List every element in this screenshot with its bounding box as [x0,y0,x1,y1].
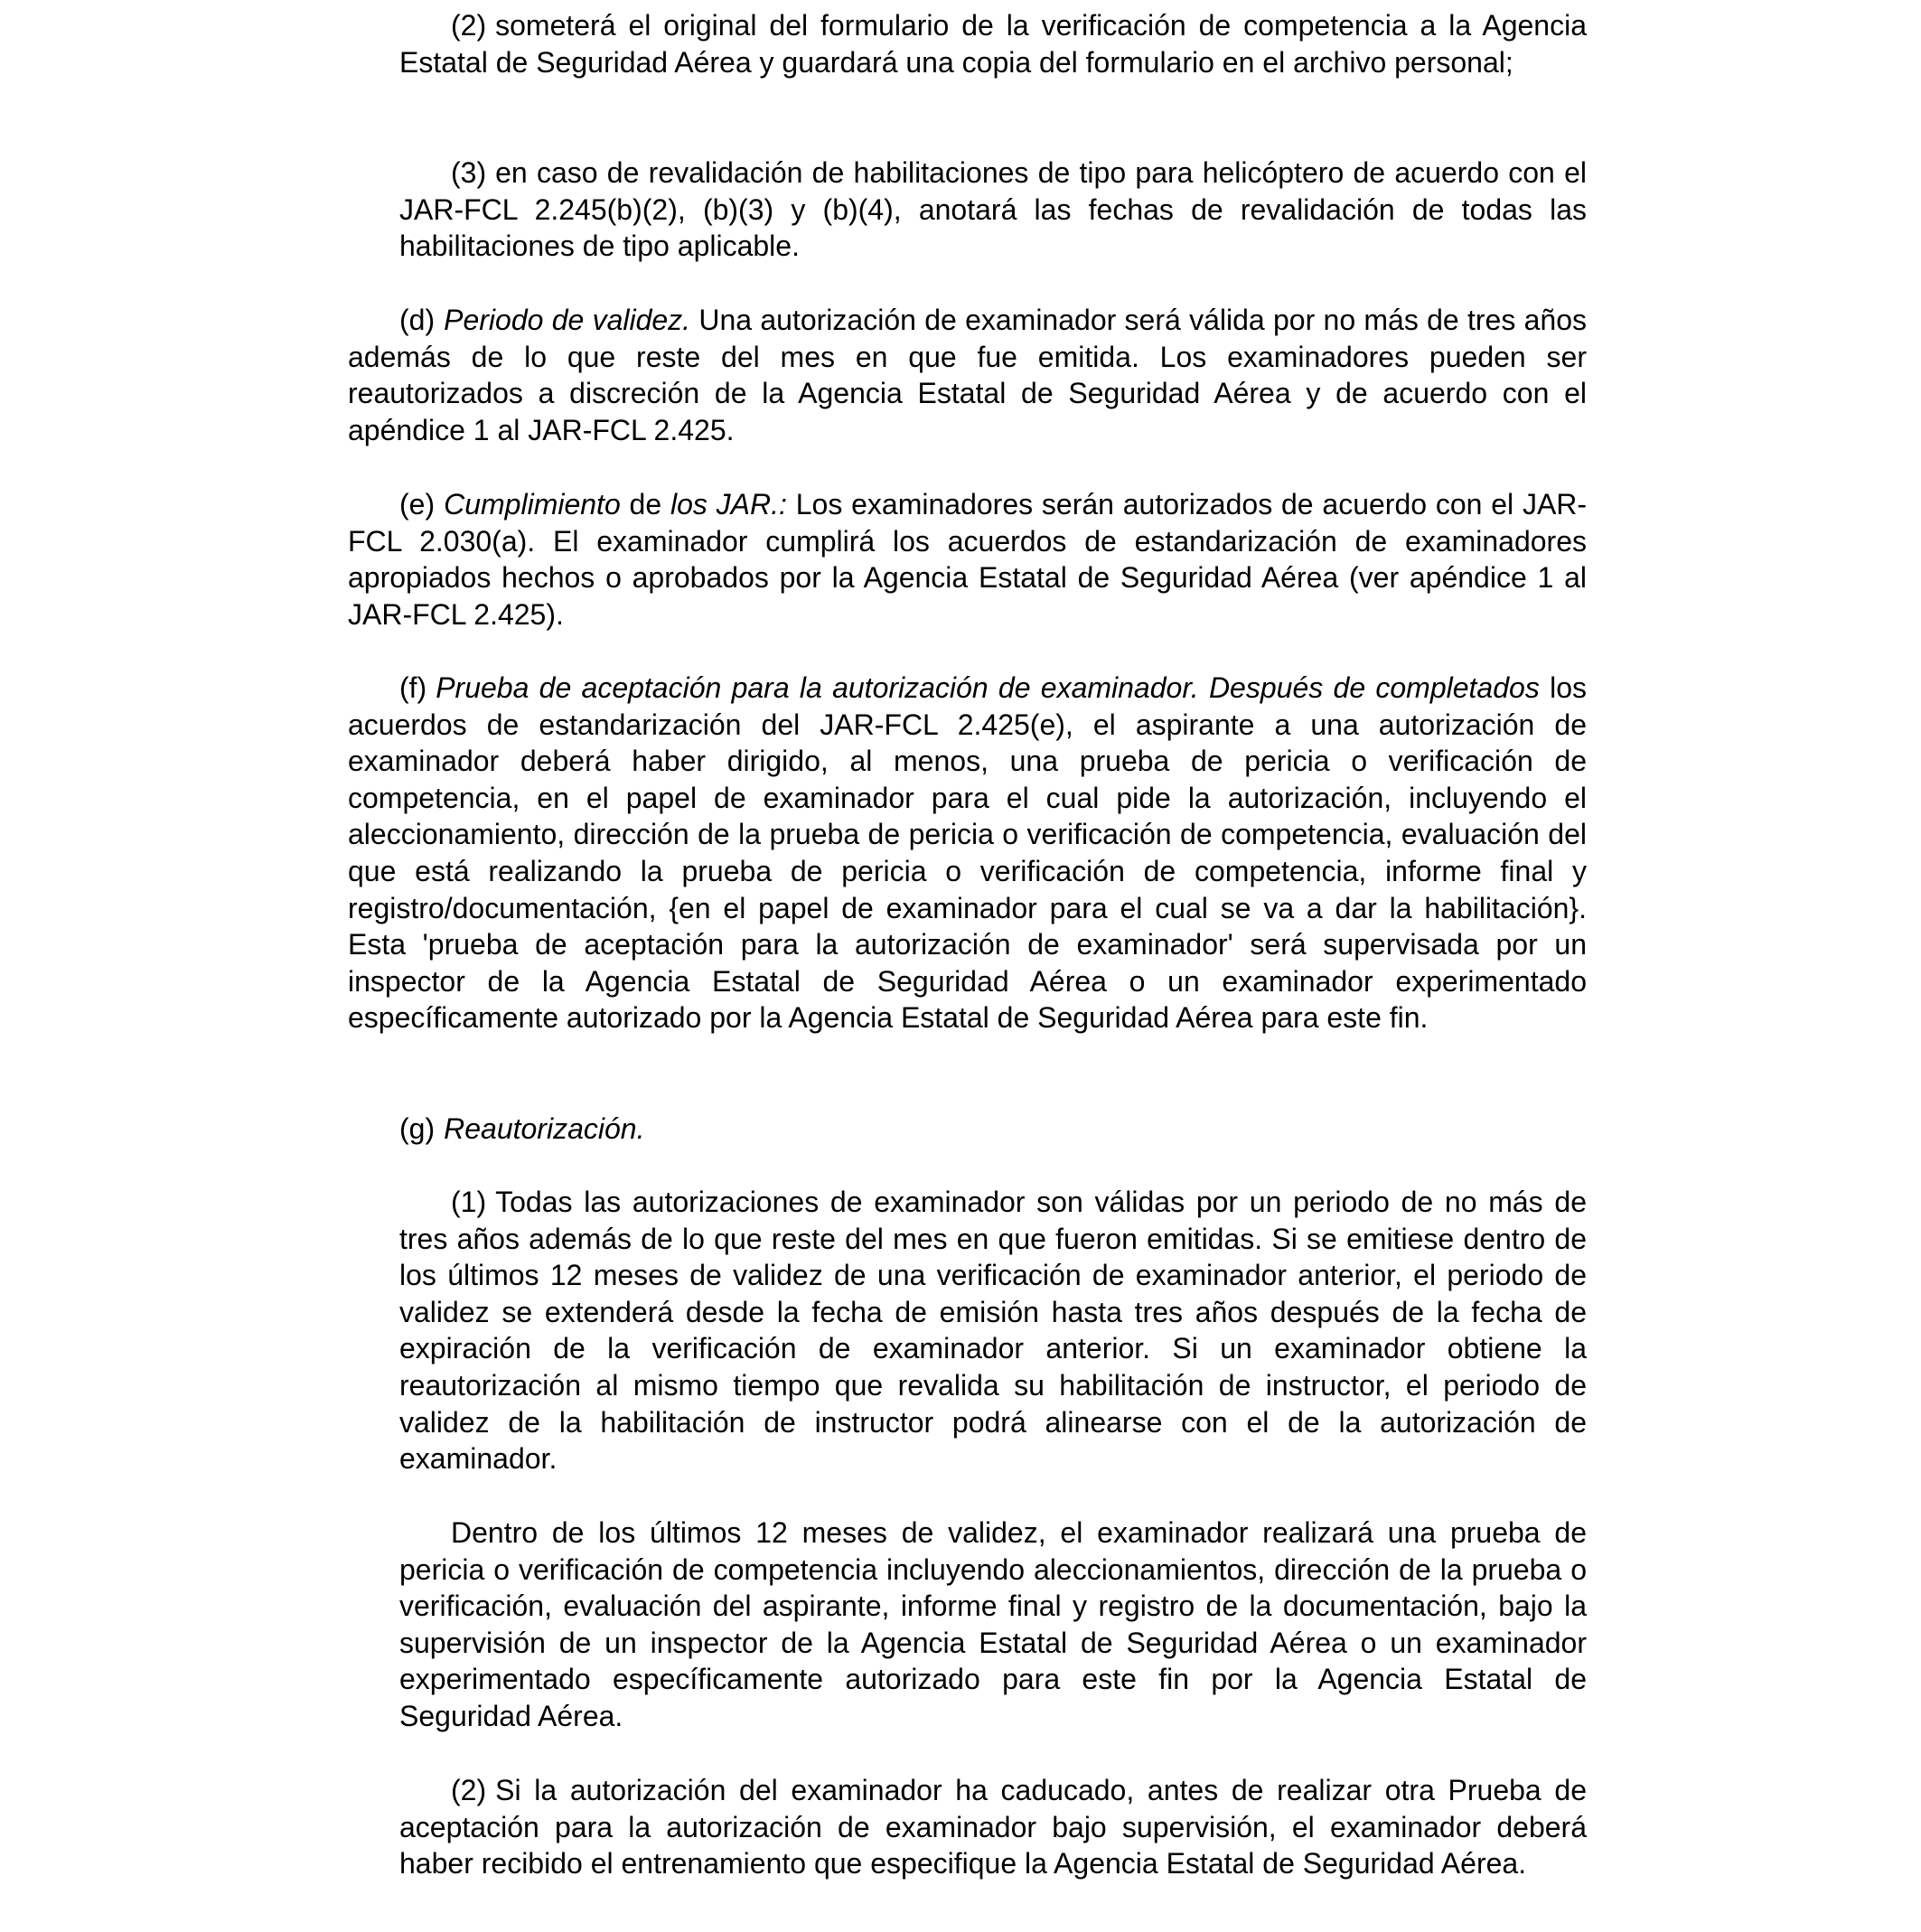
paragraph-label: (d) [399,304,436,336]
paragraph-text: Una autorización de examinador será válida por no más de tres años además de lo que reste del mes en que fue emitida. Los examinadores pueden ser reautorizados a discreción de la Agencia Estatal de Seguridad Aérea y de acuerdo con el apéndice 1 al JAR-FCL 2.425. [348,304,1588,446]
paragraph-label: (e) [399,488,436,521]
paragraph-c2 [399,7,1587,80]
paragraph-heading: Cumplimiento [444,488,621,521]
paragraph-text: en caso de revalidación de habilitaciones de tipo para helicóptero de acuerdo con el JAR-FCL 2.245(b)(2), (b)(3) y (b)(4), anotará las fechas de revalidación de todas las habilitaciones de tipo aplicable. [399,156,1587,263]
paragraph-heading: Prueba de aceptación para la autorización de examinador. Después de completados [436,671,1540,704]
paragraph-label: (f) [399,671,427,704]
paragraph-label: (3) [451,156,487,189]
paragraph-text: Si la autorización del examinador ha caducado, antes de realizar otra Prueba de aceptación para la autorización de examinador bajo supervisión, el examinador deberá haber recibido el entrenamiento que especifique la Agencia Estatal de Seguridad Aérea. [399,1774,1587,1880]
paragraph-text: Los examinadores serán autorizados de acuerdo con el JAR-FCL 2.030(a). El examinador cumplirá los acuerdos de estandarización de examinadores apropiados hechos o aprobados por la Agencia Estatal de Seguridad Aérea (ver apéndice 1 al JAR-FCL 2.425). [348,488,1588,631]
paragraph-f [348,670,1587,1036]
paragraph-g [348,1111,1587,1148]
paragraph-label: (1) [451,1186,487,1218]
paragraph-g1-continued [399,1515,1587,1735]
paragraph-text: los acuerdos de estandarización del JAR-FCL 2.425(e), el aspirante a una autorización de examinador deberá haber dirigido, al menos, una prueba de pericia o verificación de competencia, en el papel de examinador para el cual pide la autorización, incluyendo el aleccionamiento, dirección de la prueba de pericia o verificación de competencia, evaluación del que está realizando la prueba de pericia o verificación de competencia, informe final y registro/documentación, {en el papel de examinador para el cual se va a dar la habilitación}. Esta 'prueba de aceptación para la autorización de examinador' será supervisada por un inspector de la Agencia Estatal de Seguridad Aérea o un examinador experimentado específicamente autorizado por la Agencia Estatal de Seguridad Aérea para este fin. [348,671,1588,1035]
paragraph-text: Dentro de los últimos 12 meses de validez, el examinador realizará una prueba de pericia o verificación de competencia incluyendo aleccionamientos, dirección de la prueba o verificación, evaluación del aspirante, informe final y registro de la documentación, bajo la supervisión de un inspector de la Agencia Estatal de Seguridad Aérea o un examinador experimentado específicamente autorizado para este fin por la Agencia Estatal de Seguridad Aérea. [399,1516,1587,1732]
paragraph-c3 [399,155,1587,265]
paragraph-heading: Periodo de validez. [444,304,691,336]
paragraph-label: (2) [451,1774,487,1806]
paragraph-heading-join: de [629,488,662,521]
paragraph-heading: los JAR.: [670,488,787,521]
paragraph-e [348,486,1587,633]
paragraph-g1 [399,1184,1587,1477]
paragraph-text: someterá el original del formulario de la verificación de competencia a la Agencia Estatal de Seguridad Aérea y guardará una copia del formulario en el archivo personal; [399,9,1587,79]
paragraph-g2 [399,1772,1587,1882]
paragraph-heading: Reautorización. [444,1112,645,1145]
paragraph-d [348,302,1587,448]
paragraph-label: (2) [451,9,487,42]
paragraph-text: Todas las autorizaciones de examinador son válidas por un periodo de no más de tres años además de lo que reste del mes en que fueron emitidas. Si se emitiese dentro de los últimos 12 meses de validez de una verificación de examinador anterior, el periodo de validez se extenderá desde la fecha de emisión hasta tres años después de la fecha de expiración de la verificación de examinador anterior. Si un examinador obtiene la reautorización al mismo tiempo que revalida su habilitación de instructor, el periodo de validez de la habilitación de instructor podrá alinearse con el de la autorización de examinador. [399,1186,1587,1476]
paragraph-label: (g) [399,1112,436,1145]
